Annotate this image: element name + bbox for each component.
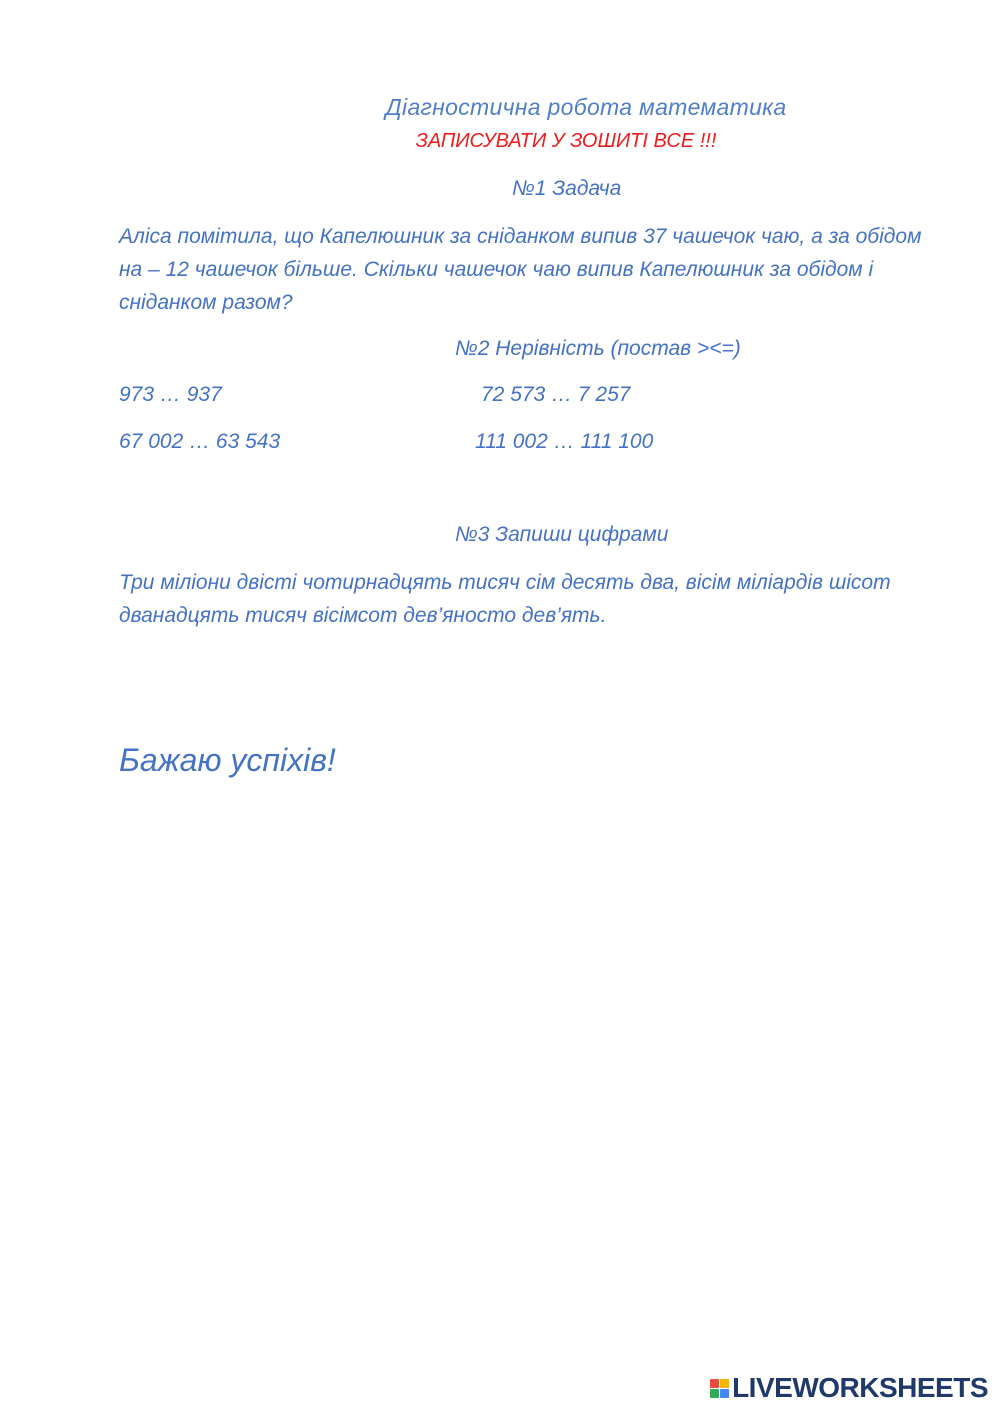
warning-note: ЗАПИСУВАТИ У ЗОШИТІ ВСЕ !!! [415,130,717,152]
inequality-1: 973 … 937 [119,383,222,406]
inequality-2: 72 573 … 7 257 [481,383,631,406]
document-title: Діагностична робота математика [385,94,787,120]
task2-heading: №2 Нерівність (постав ><=) [455,337,741,360]
inequality-3: 67 002 … 63 543 [119,430,281,453]
task3-heading: №3 Запиши цифрами [455,523,669,546]
logo-text: LIVEWORKSHEETS [732,1372,988,1403]
inequality-4: 111 002 … 111 100 [475,430,654,453]
closing-wish: Бажаю успіхів! [119,742,336,778]
task1-text: Аліса помітила, що Капелюшник за сніданком випив 37 чашечок чаю, а за обідом на – 12 чашечок більше. Скільки чашечок чаю випив Капелюшник за обідом і сніданком разом? [119,225,922,314]
task3-text: Три міліони двісті чотирнадцять тисяч сім десять два, вісім міліардів шісот дванадцять тисяч вісімсот дев’яносто дев’ять. [119,571,891,627]
liveworksheets-logo [710,1372,988,1404]
liveworksheets-logo-icon [710,1379,729,1398]
task1-heading: №1 Задача [512,177,622,200]
